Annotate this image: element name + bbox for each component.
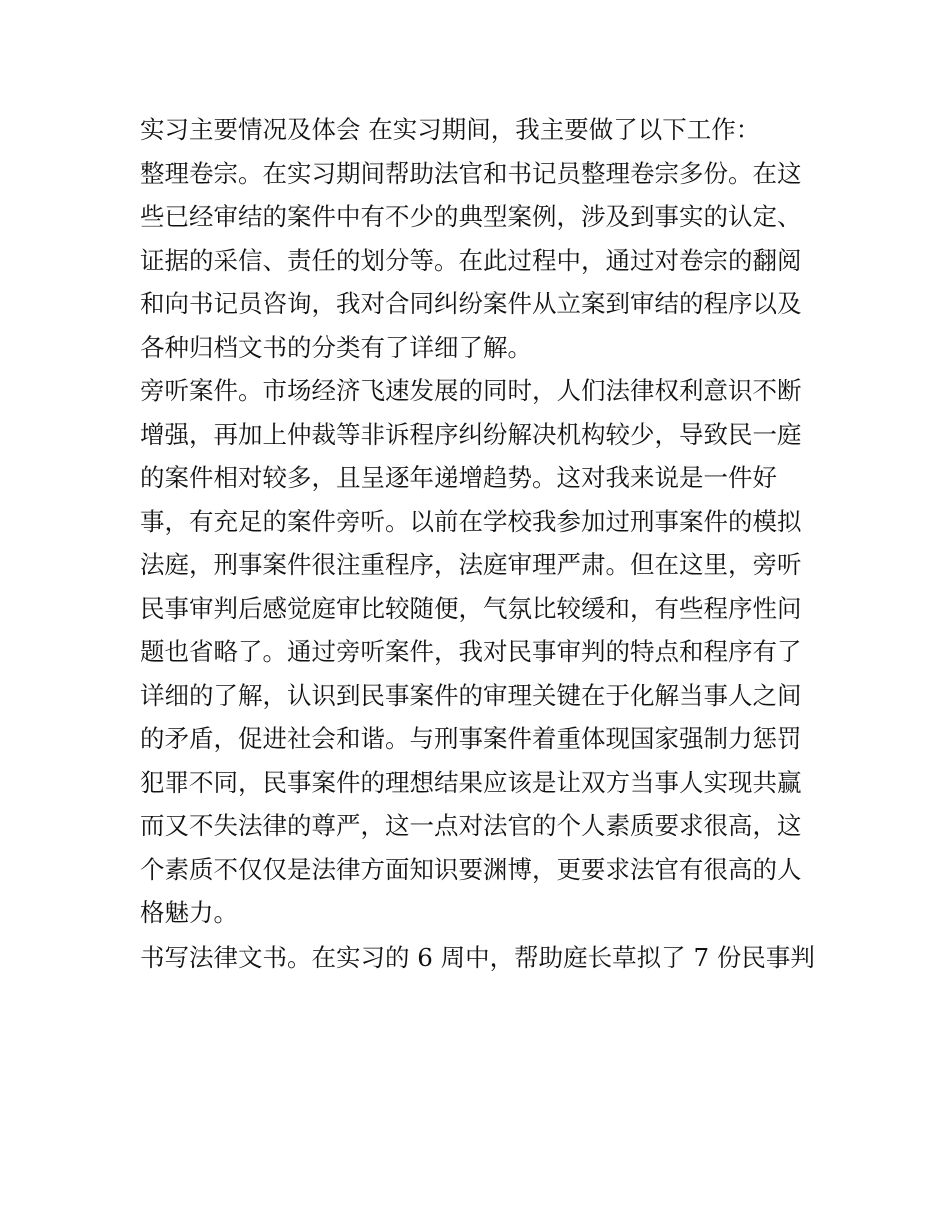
paragraph-intro: 实习主要情况及体会 在实习期间，我主要做了以下工作：	[140, 115, 761, 144]
paragraph-legal-writing: 书写法律文书。在实习的 6 周中，帮助庭长草拟了 7 份民事判	[140, 942, 815, 972]
paragraph-organize-files: 整理卷宗。在实习期间帮助法官和书记员整理卷宗多份。在这些已经审结的案件中有不少的典型案例，涉及到事实的认定、证据的采信、责任的划分等。在此过程中，通过对卷宗的翻阅和向书记员咨询，我对合同纠纷案件从立案到审结的程序以及各种归档文书的分类有了详细了解。	[140, 158, 802, 362]
paragraph-attend-hearings: 旁听案件。市场经济飞速发展的同时，人们法律权利意识不断增强，再加上仲裁等非诉程序纠纷解决机构较少，导致民一庭的案件相对较多，且呈逐年递增趋势。这对我来说是一件好事，有充足的案件旁听。以前在学校我参加过刑事案件的模拟法庭，刑事案件很注重程序，法庭审理严肃。但在这里，旁听民事审判后感觉庭审比较随便，气氛比较缓和，有些程序性问题也省略了。通过旁听案件，我对民事审判的特点和程序有了详细的了解，认识到民事案件的审理关键在于化解当事人之间的矛盾，促进社会和谐。与刑事案件着重体现国家强制力惩罚犯罪不同，民事案件的理想结果应该是让双方当事人实现共赢而又不失法律的尊严，这一点对法官的个人素质要求很高，这个素质不仅仅是法律方面知识要渊博，更要求法官有很高的人格魅力。	[140, 376, 802, 927]
document-body	[140, 108, 820, 979]
